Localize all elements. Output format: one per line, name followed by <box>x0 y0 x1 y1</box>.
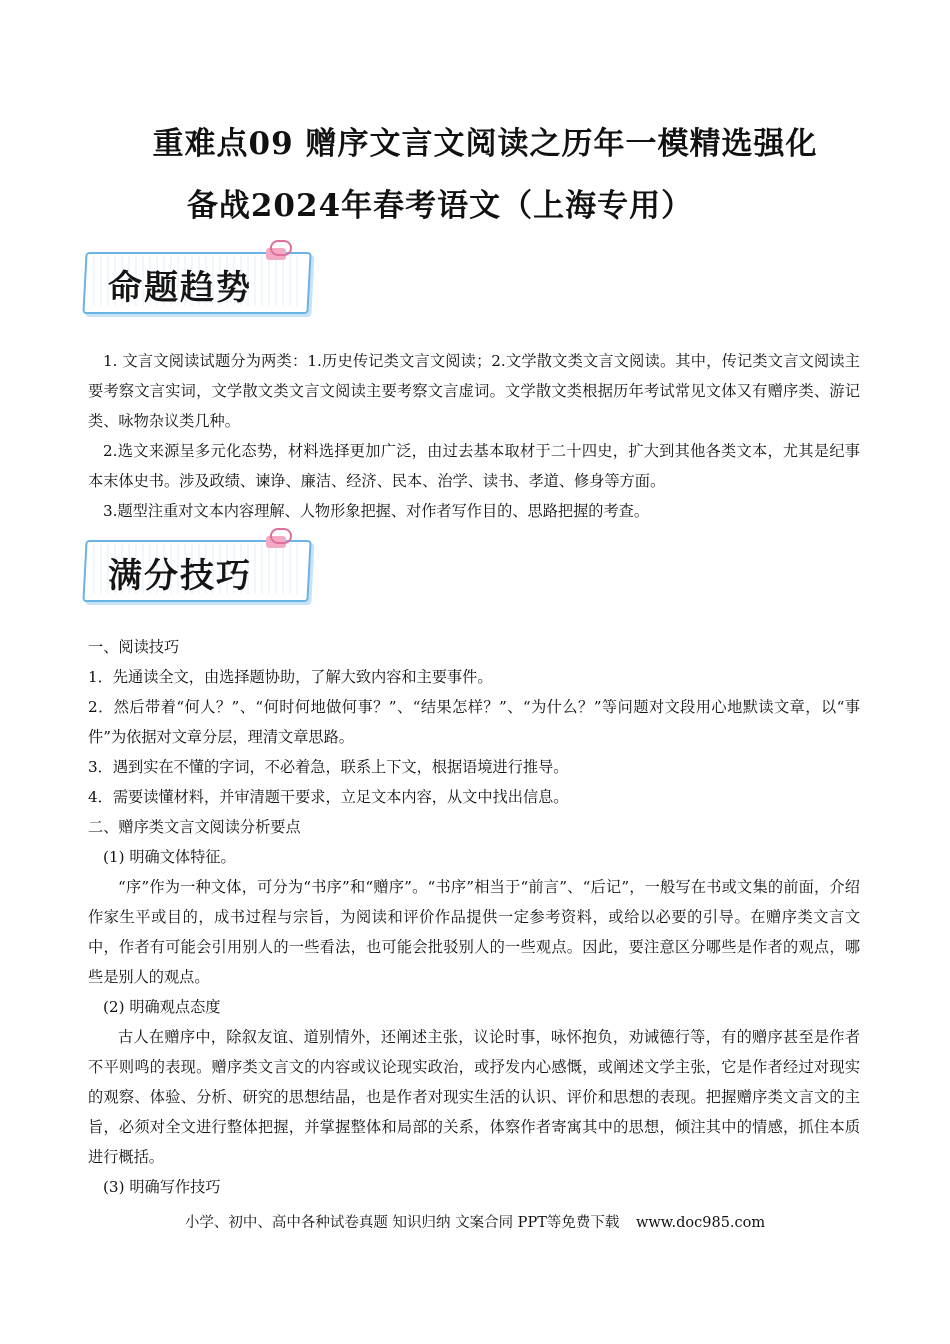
point-1-heading: (1) 明确文体特征。 <box>103 848 236 866</box>
paper-clip-icon <box>264 240 294 262</box>
footer-text: 小学、初中、高中各种试卷真题 知识归纳 文案合同 PPT等免费下载 <box>184 1215 620 1231</box>
skills-banner-label: 满分技巧 <box>108 556 252 596</box>
point-3-heading: (3) 明确写作技巧 <box>103 1178 221 1196</box>
heading-reading-skills: 一、阅读技巧 <box>88 638 180 656</box>
skill-item-3: 3．遇到实在不懂的字词，不必着急，联系上下文，根据语境进行推导。 <box>88 758 569 776</box>
trend-banner-label: 命题趋势 <box>108 268 252 308</box>
document-title-line2: 备战2024年春考语文（上海专用） <box>186 188 694 224</box>
skill-item-1: 1．先通读全文，由选择题协助，了解大致内容和主要事件。 <box>88 668 493 686</box>
heading-analysis-points: 二、赠序类文言文阅读分析要点 <box>88 818 301 836</box>
skill-item-4: 4．需要读懂材料，并审清题干要求，立足文本内容，从文中找出信息。 <box>88 788 569 806</box>
trend-section <box>88 346 860 526</box>
point-2-body: 古人在赠序中，除叙友谊、道别情外，还阐述主张，议论时事，咏怀抱负，劝诫德行等，有的赠序甚至是作者不平则鸣的表现。赠序类文言文的内容或议论现实政治，或抒发内心感慨，或阐述文学主张，它是作者经过对现实的观察、体验、分析、研究的思想结晶，也是作者对现实生活的认识、评价和思想的表现。把握赠序类文言文的主旨，必须对全文进行整体把握，并掌握整体和局部的关系，体察作者寄寓其中的思想，倾注其中的情感，抓住本质进行概括。 <box>88 1028 860 1166</box>
trend-paragraph-1: 1. 文言文阅读试题分为两类：1.历史传记类文言文阅读；2.文学散文类文言文阅读。其中，传记类文言文阅读主要考察文言实词，文学散文类文言文阅读主要考察文言虚词。文学散文类根据历年考试常见文体又有赠序类、游记类、咏物杂议类几种。 <box>88 352 860 430</box>
page-footer <box>0 1211 950 1232</box>
skill-item-2: 2．然后带着“何人？”、“何时何地做何事？”、“结果怎样？”、“为什么？”等问题对文段用心地默读文章，以“事件”为依据对文章分层，理清文章思路。 <box>88 698 860 746</box>
paper-clip-icon <box>264 528 294 550</box>
skills-banner <box>80 528 316 602</box>
footer-url[interactable]: www.doc985.com <box>635 1215 766 1231</box>
trend-banner <box>80 240 316 314</box>
point-1-body: “序”作为一种文体，可分为“书序”和“赠序”。“书序”相当于“前言”、“后记”，一般写在书或文集的前面，介绍作家生平或目的，成书过程与宗旨，为阅读和评价作品提供一定参考资料，或给以必要的引导。在赠序类文言文中，作者有可能会引用别人的一些看法，也可能会批驳别人的一些观点。因此，要注意区分哪些是作者的观点，哪些是别人的观点。 <box>88 878 860 986</box>
point-2-heading: (2) 明确观点态度 <box>103 998 221 1016</box>
trend-paragraph-3: 3.题型注重对文本内容理解、人物形象把握、对作者写作目的、思路把握的考查。 <box>103 502 650 520</box>
document-title-line1: 重难点09 赠序文言文阅读之历年一模精选强化 <box>152 126 818 162</box>
trend-paragraph-2: 2.选文来源呈多元化态势，材料选择更加广泛，由过去基本取材于二十四史，扩大到其他各类文本，尤其是纪事本末体史书。涉及政绩、谏诤、廉洁、经济、民本、治学、读书、孝道、修身等方面。 <box>88 442 860 490</box>
skills-section <box>88 632 860 1202</box>
